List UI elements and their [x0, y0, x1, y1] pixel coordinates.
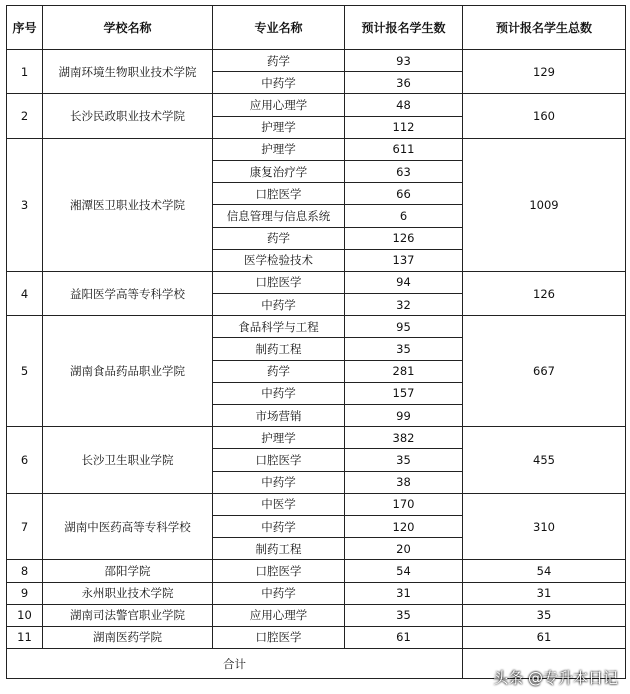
major-count: 20 [345, 538, 463, 560]
table-row [7, 271, 626, 293]
school-total: 61 [463, 626, 626, 648]
major-name: 中药学 [213, 582, 345, 604]
major-name: 中药学 [213, 382, 345, 404]
major-count: 112 [345, 116, 463, 138]
major-count: 35 [345, 338, 463, 360]
row-number: 6 [7, 427, 43, 494]
major-count: 48 [345, 94, 463, 116]
major-count: 611 [345, 138, 463, 160]
major-name: 口腔医学 [213, 560, 345, 582]
table-row [7, 582, 626, 604]
header-cell: 学校名称 [43, 6, 213, 50]
row-number: 4 [7, 271, 43, 315]
header-cell: 专业名称 [213, 6, 345, 50]
major-name: 药学 [213, 227, 345, 249]
enrollment-table [6, 5, 626, 679]
major-count: 6 [345, 205, 463, 227]
row-number: 9 [7, 582, 43, 604]
major-count: 157 [345, 382, 463, 404]
major-count: 36 [345, 72, 463, 94]
major-count: 35 [345, 604, 463, 626]
table-header-row [7, 6, 626, 50]
major-name: 制药工程 [213, 338, 345, 360]
row-number: 1 [7, 50, 43, 94]
table-body [7, 50, 626, 649]
school-name: 邵阳学院 [43, 560, 213, 582]
major-count: 61 [345, 626, 463, 648]
major-count: 93 [345, 50, 463, 72]
major-name: 食品科学与工程 [213, 316, 345, 338]
watermark [493, 667, 618, 688]
major-name: 应用心理学 [213, 604, 345, 626]
school-total: 667 [463, 316, 626, 427]
school-total: 35 [463, 604, 626, 626]
major-count: 35 [345, 449, 463, 471]
major-name: 中药学 [213, 294, 345, 316]
watermark-text: 头条 @专升本日记 [493, 669, 618, 687]
school-total: 160 [463, 94, 626, 138]
school-name: 益阳医学高等专科学校 [43, 271, 213, 315]
major-name: 口腔医学 [213, 183, 345, 205]
major-count: 95 [345, 316, 463, 338]
major-count: 31 [345, 582, 463, 604]
major-count: 170 [345, 493, 463, 515]
school-name: 湖南中医药高等专科学校 [43, 493, 213, 560]
major-name: 中药学 [213, 471, 345, 493]
school-name: 永州职业技术学院 [43, 582, 213, 604]
row-number: 11 [7, 626, 43, 648]
table-row [7, 427, 626, 449]
school-total: 129 [463, 50, 626, 94]
school-name: 湖南司法警官职业学院 [43, 604, 213, 626]
major-count: 281 [345, 360, 463, 382]
major-name: 口腔医学 [213, 626, 345, 648]
school-total: 54 [463, 560, 626, 582]
major-count: 137 [345, 249, 463, 271]
table-row [7, 94, 626, 116]
major-count: 66 [345, 183, 463, 205]
school-name: 湖南食品药品职业学院 [43, 316, 213, 427]
major-name: 市场营销 [213, 405, 345, 427]
major-name: 护理学 [213, 138, 345, 160]
school-name: 湘潭医卫职业技术学院 [43, 138, 213, 271]
major-count: 126 [345, 227, 463, 249]
major-name: 口腔医学 [213, 449, 345, 471]
major-count: 94 [345, 271, 463, 293]
major-count: 99 [345, 405, 463, 427]
major-count: 120 [345, 515, 463, 537]
major-name: 药学 [213, 50, 345, 72]
table-row [7, 604, 626, 626]
school-name: 湖南医药学院 [43, 626, 213, 648]
major-name: 中药学 [213, 72, 345, 94]
major-name: 口腔医学 [213, 271, 345, 293]
row-number: 8 [7, 560, 43, 582]
row-number: 2 [7, 94, 43, 138]
header-cell: 预计报名学生总数 [463, 6, 626, 50]
school-total: 455 [463, 427, 626, 494]
row-number: 5 [7, 316, 43, 427]
row-number: 3 [7, 138, 43, 271]
major-name: 医学检验技术 [213, 249, 345, 271]
major-count: 54 [345, 560, 463, 582]
table-row [7, 626, 626, 648]
school-name: 长沙卫生职业学院 [43, 427, 213, 494]
major-name: 信息管理与信息系统 [213, 205, 345, 227]
major-count: 63 [345, 160, 463, 182]
major-count: 382 [345, 427, 463, 449]
header-cell: 序号 [7, 6, 43, 50]
table-row [7, 493, 626, 515]
total-label: 合计 [7, 649, 463, 679]
major-name: 制药工程 [213, 538, 345, 560]
row-number: 7 [7, 493, 43, 560]
table-row [7, 316, 626, 338]
table-row [7, 560, 626, 582]
school-total: 310 [463, 493, 626, 560]
school-total: 126 [463, 271, 626, 315]
table-row [7, 138, 626, 160]
major-name: 中医学 [213, 493, 345, 515]
school-total: 31 [463, 582, 626, 604]
header-cell: 预计报名学生数 [345, 6, 463, 50]
major-name: 康复治疗学 [213, 160, 345, 182]
major-name: 应用心理学 [213, 94, 345, 116]
major-name: 护理学 [213, 427, 345, 449]
major-count: 38 [345, 471, 463, 493]
school-name: 湖南环境生物职业技术学院 [43, 50, 213, 94]
school-name: 长沙民政职业技术学院 [43, 94, 213, 138]
major-name: 药学 [213, 360, 345, 382]
table-row [7, 50, 626, 72]
major-count: 32 [345, 294, 463, 316]
school-total: 1009 [463, 138, 626, 271]
major-name: 护理学 [213, 116, 345, 138]
major-name: 中药学 [213, 515, 345, 537]
row-number: 10 [7, 604, 43, 626]
